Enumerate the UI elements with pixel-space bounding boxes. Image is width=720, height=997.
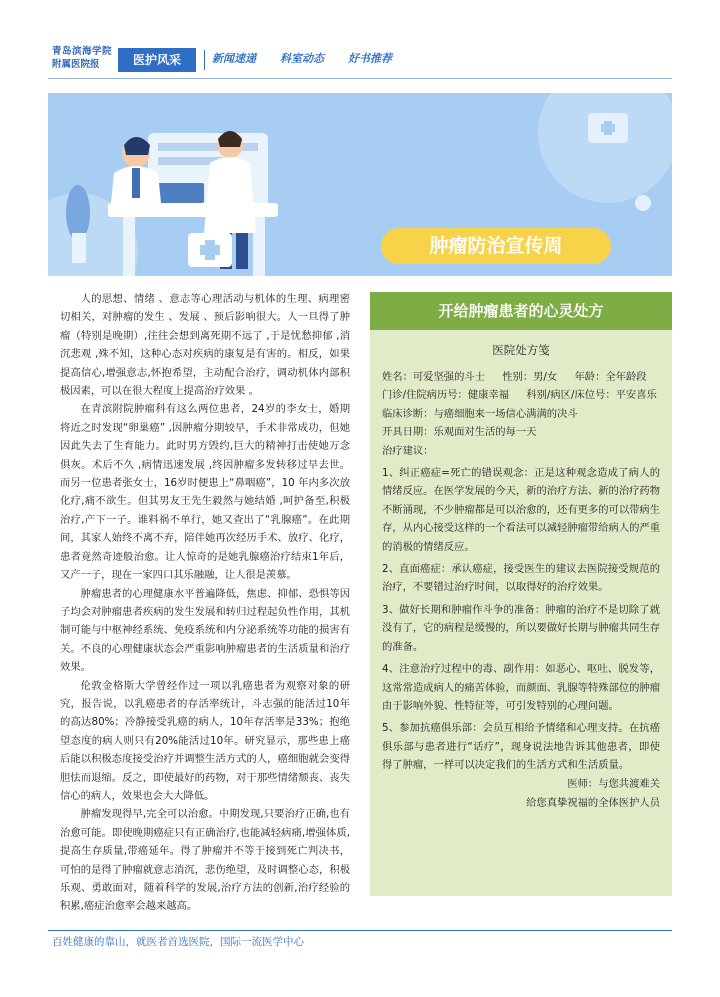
- article-paragraph: 肿瘤发现得早,完全可以治愈。中期发现,只要治疗正确,也有治愈可能。即使晚期癌症只有正确治疗,也能减轻病痛,增强体质,提高生存质量,带癌延年。得了肿瘤并不等于接到死亡判决书，可怕的是得了肿瘤就意志消沉，悲伤绝望，及时调整心态，积极乐观、勇敢面对，随着科学的发展,治疗方法的创新,治疗经验的积累,癌症治愈率会越来越高。: [60, 808, 350, 913]
- header-nav: [212, 50, 392, 66]
- nav-item-books[interactable]: 好书推荐: [348, 52, 392, 65]
- field-diagnosis: 临床诊断：与癌细胞来一场信心满满的决斗: [382, 407, 578, 420]
- prescription-row-patient: [382, 368, 660, 386]
- field-record-number: 门诊/住院病历号：健康幸福: [382, 389, 510, 402]
- article-body: [60, 290, 350, 916]
- field-age: 年龄：全年龄段: [574, 371, 647, 383]
- section-tab[interactable]: 医护风采: [118, 48, 196, 72]
- article-paragraph: 人的思想、情绪 、意志等心理活动与机体的生理、病理密切相关，对肿瘤的发生 、发展 、预后影响很大。人一旦得了肿瘤（特别是晚期）,往往会想到离死期不远了 ,于是忧愁抑郁 ,消沉悲观 ,殊不知，这种心态对疾病的康复是有害的。相反，如果提高信心,增强意志,怀抱希望，主动配合治疗，调动机体内部积极因素，可以在很大程度上提高治疗效果 。: [60, 293, 350, 398]
- banner-subtitle-badge: 肿瘤防治宣传周: [381, 228, 611, 264]
- closing-line: 给您真挚祝福的全体医护人员: [526, 796, 660, 809]
- footer-rule: [48, 930, 672, 931]
- header-separator: [204, 50, 205, 70]
- nav-item-department[interactable]: 科室动态: [280, 52, 324, 65]
- article-paragraph: 在青滨附院肿瘤科有这么两位患者，24岁的李女士，婚期将近之时发现“卵巢癌” ,因肿瘤分期较早，手术非常成功，但她因此失去了生育能力。此时男方毁约,巨大的精神打击使她万念俱灰。术后不久 ,病情迅速发展 ,终因肿瘤多发转移过早去世。而另一位患者张女士，16岁时便患上“鼻咽癌”，10 年内多次放化疗,痛不欲生。但其男友王先生毅然与她结婚 ,呵护备至,积极治疗,产下一子。谁料祸不单行，她又查出了“乳腺癌”。在此期间，其家人始终不离不弃，陪伴她再次经历手术、放疗、化疗，患者竟然奇迹般治愈。让人惊奇的是她乳腺癌治疗结束1年后，又产一子，现在一家四口其乐融融，让人很是羡慕。: [60, 403, 350, 582]
- advice-item: 5、参加抗癌俱乐部：会员互相给予情绪和心理支持。在抗癌俱乐部与患者进行“话疗”，现身说法地告诉其他患者，即使得了肿瘤，一样可以决定我们的生活方式和生活质量。: [382, 722, 660, 772]
- prescription-row-record: [382, 386, 660, 404]
- hero-banner: [48, 93, 672, 276]
- advice-item: 1、纠正癌症=死亡的错误观念：正是这种观念造成了病人的情绪反应。在医学发展的今天，新的治疗方法、新的治疗药物不断涌现，不少肿瘤都是可以治愈的，还有更多的可以带病生存，从内心接受这样的一个看法可以减轻肿瘤带给病人的严重的消极的情绪反应。: [382, 467, 661, 553]
- newspaper-logo: [52, 46, 118, 71]
- advice-item: 2、直面癌症：承认癌症，接受医生的建议去医院接受规范的治疗，不要错过治疗时间，以取得好的治疗效果。: [382, 563, 660, 594]
- page-header: [0, 0, 720, 80]
- logo-line2: 附属医院报: [52, 59, 100, 70]
- prescription-box-title: 开给肿瘤患者的心灵处方: [370, 292, 672, 330]
- logo-line1: 青岛滨海学院: [52, 46, 113, 57]
- article-paragraph: 肿瘤患者的心理健康水平普遍降低，焦虑、抑郁、恐惧等因子均会对肿瘤患者疾病的发生发展和转归过程起负性作用，其机制可能与中枢神经系统、免疫系统和内分泌系统等功能的损害有关。不良的心理健康状态会严重影响肿瘤患者的生活质量和治疗效果。: [60, 587, 350, 674]
- article-paragraph: 伦敦金格斯大学曾经作过一项以乳癌患者为观察对象的研究，报告说，以乳癌患者的存活率统计，斗志强的能活过10年的高达80%；冷静接受乳癌的病人，10年存活率是33%；抱绝望态度的病人则只有20%能活过10年。研究显示，那些患上癌后能以积极态度接受治疗并调整生活方式的人，癌细胞就会变得胆怯而退缩。反之，即使最好的药物，对于那些情绪颓丧、丧失信心的病人，效果也会大大降低。: [60, 679, 350, 802]
- header-rule: [48, 78, 672, 79]
- footer-slogan: 百姓健康的靠山，就医者首选医院，国际一流医学中心: [52, 936, 304, 948]
- advice-label: 治疗建议：: [382, 444, 434, 457]
- advice-item: 4、注意治疗过程中的毒、副作用：如恶心、呕吐、脱发等，这常常造成病人的痛苦体验，而颜面、乳腺等特殊部位的肿瘤由于影响外貌、性特征等，可引发特别的心理问题。: [382, 663, 661, 712]
- field-gender: 性别：男/女: [502, 371, 558, 383]
- prescription-title: 医院处方笺: [492, 343, 550, 357]
- field-name: 姓名：可爱坚强的斗士: [382, 371, 485, 383]
- nav-item-news[interactable]: 新闻速递: [212, 52, 256, 65]
- doctor-signature: 医师：与您共渡难关: [567, 777, 660, 790]
- advice-item: 3、做好长期和肿瘤作斗争的准备：肿瘤的治疗不是切除了就没有了，它的病程是缓慢的，所以要做好长期与肿瘤共同生存的准备。: [382, 603, 661, 653]
- field-date: 开具日期：乐观面对生活的每一天: [382, 426, 537, 439]
- field-department: 科别/病区/床位号：平安喜乐: [526, 389, 657, 402]
- prescription-box: [370, 292, 672, 896]
